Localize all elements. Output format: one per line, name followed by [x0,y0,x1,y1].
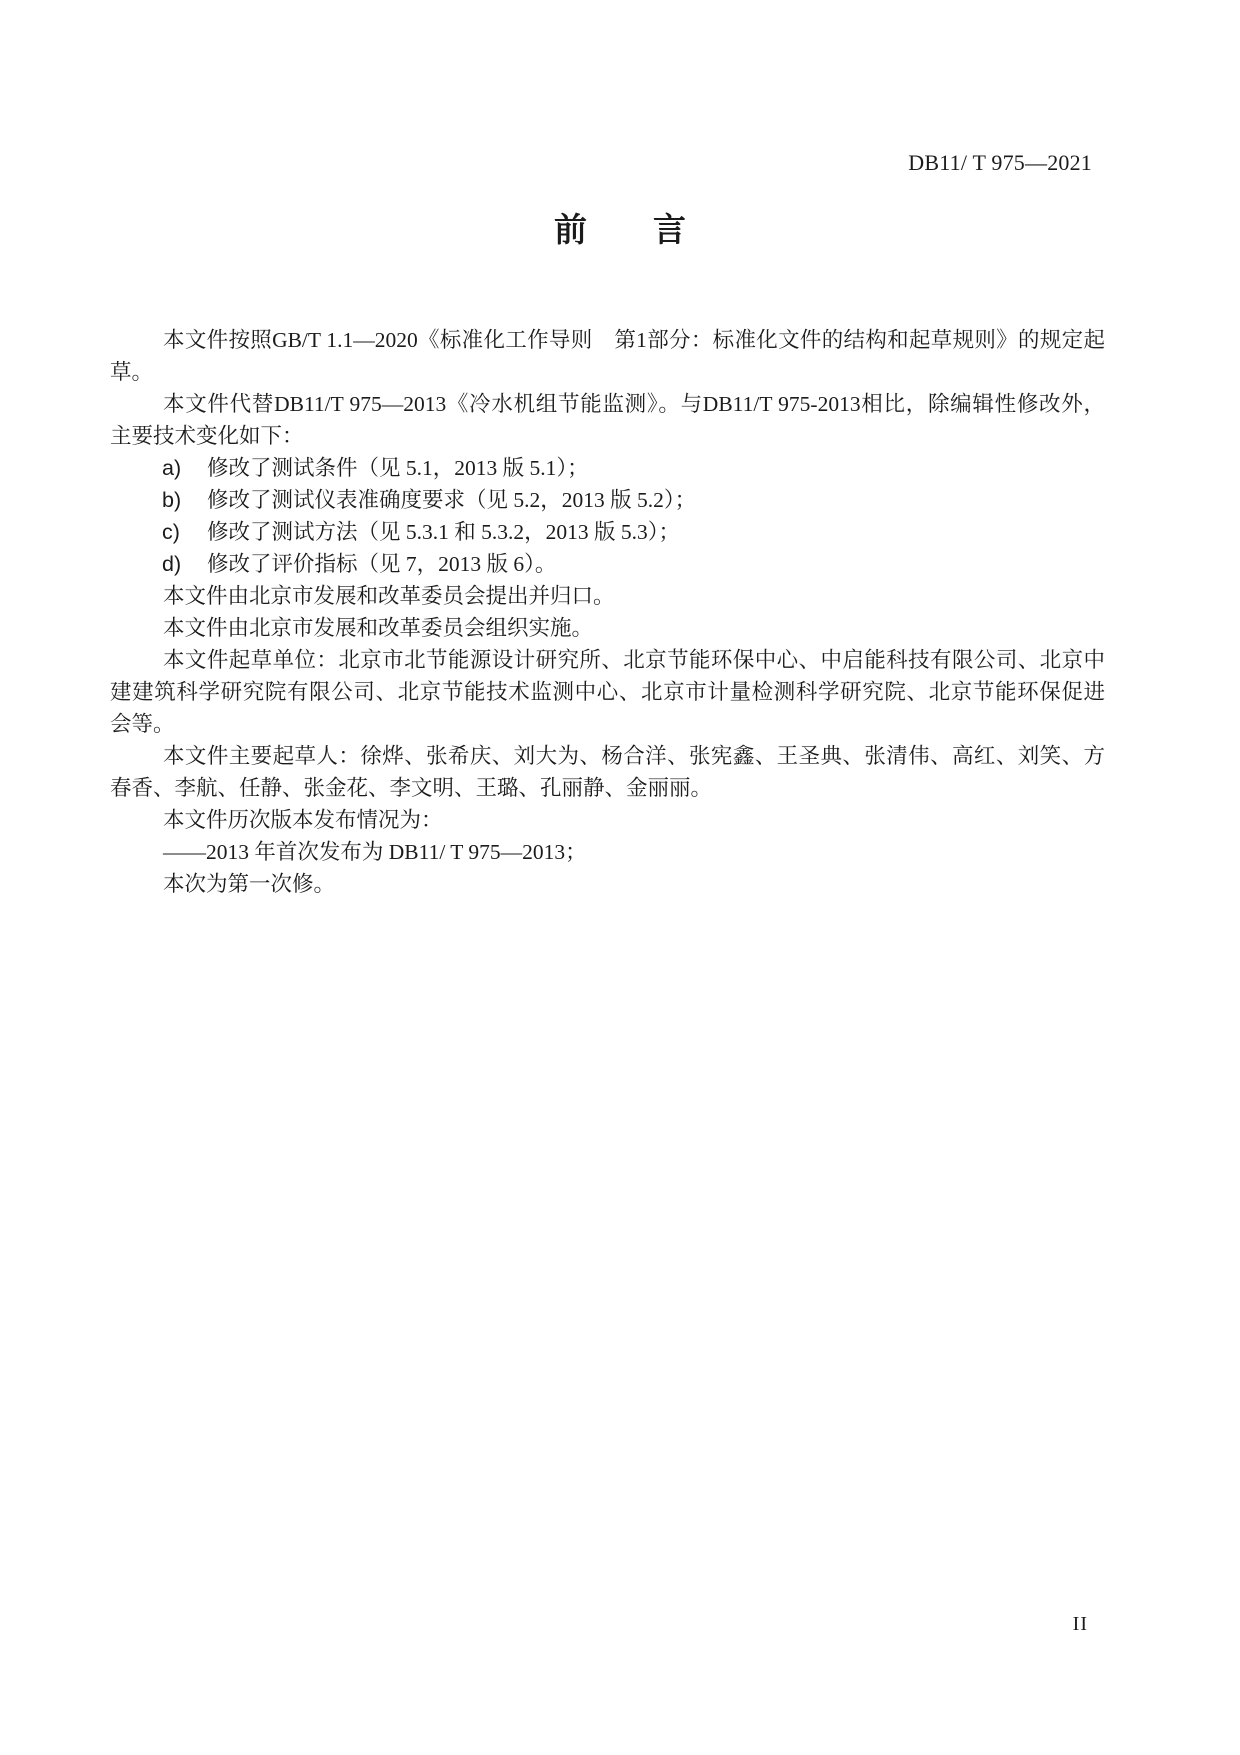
foreword-line: 草。 [110,360,154,384]
page-number: II [1072,1613,1088,1635]
foreword-line: 春香、李航、任静、张金花、李文明、王璐、孔丽静、金丽丽。 [110,776,713,800]
foreword-line: ——2013 年首次发布为 DB11/ T 975—2013； [163,840,587,864]
foreword-line: 本文件起草单位：北京市北节能源设计研究所、北京节能环保中心、中启能科技有限公司、北京中 [163,648,1105,672]
foreword-body [110,324,1105,900]
foreword-line: 主要技术变化如下： [110,424,304,448]
foreword-line: 本文件代替DB11/T 975—2013《冷水机组节能监测》。与DB11/T 975-2013相比，除编辑性修改外， [163,392,1105,416]
foreword-line: 本文件历次版本发布情况为： [163,808,443,832]
page-title: 前 言 [554,211,686,248]
list-item [110,548,1105,580]
list-item-marker: b) [162,488,182,512]
foreword-line: 建建筑科学研究院有限公司、北京节能技术监测中心、北京市计量检测科学研究院、北京节能环保促进 [110,680,1105,704]
foreword-line: 本文件由北京市发展和改革委员会组织实施。 [163,616,594,640]
foreword-line: 本文件按照GB/T 1.1—2020《标准化工作导则 第1部分：标准化文件的结构和起草规则》的规定起 [163,328,1105,352]
foreword-line: 会等。 [110,712,175,736]
list-item [110,484,1105,516]
list-item-text: 修改了评价指标（见 7，2013 版 6）。 [207,552,557,576]
list-item [110,452,1105,484]
foreword-line: 本文件由北京市发展和改革委员会提出并归口。 [163,584,615,608]
list-item-text: 修改了测试仪表准确度要求（见 5.2，2013 版 5.2）； [207,488,697,512]
foreword-line: 本次为第一次修。 [163,872,336,896]
list-item-text: 修改了测试条件（见 5.1，2013 版 5.1）； [207,456,589,480]
list-item-marker: c) [162,520,180,544]
list-item-text: 修改了测试方法（见 5.3.1 和 5.3.2，2013 版 5.3）； [207,520,681,544]
list-item-marker: d) [162,552,182,576]
list-item-marker: a) [162,456,182,480]
list-item [110,516,1105,548]
standard-number: DB11/ T 975—2021 [908,150,1092,175]
foreword-line: 本文件主要起草人：徐烨、张希庆、刘大为、杨合洋、张宪鑫、王圣典、张清伟、高红、刘笑、方 [163,744,1105,768]
